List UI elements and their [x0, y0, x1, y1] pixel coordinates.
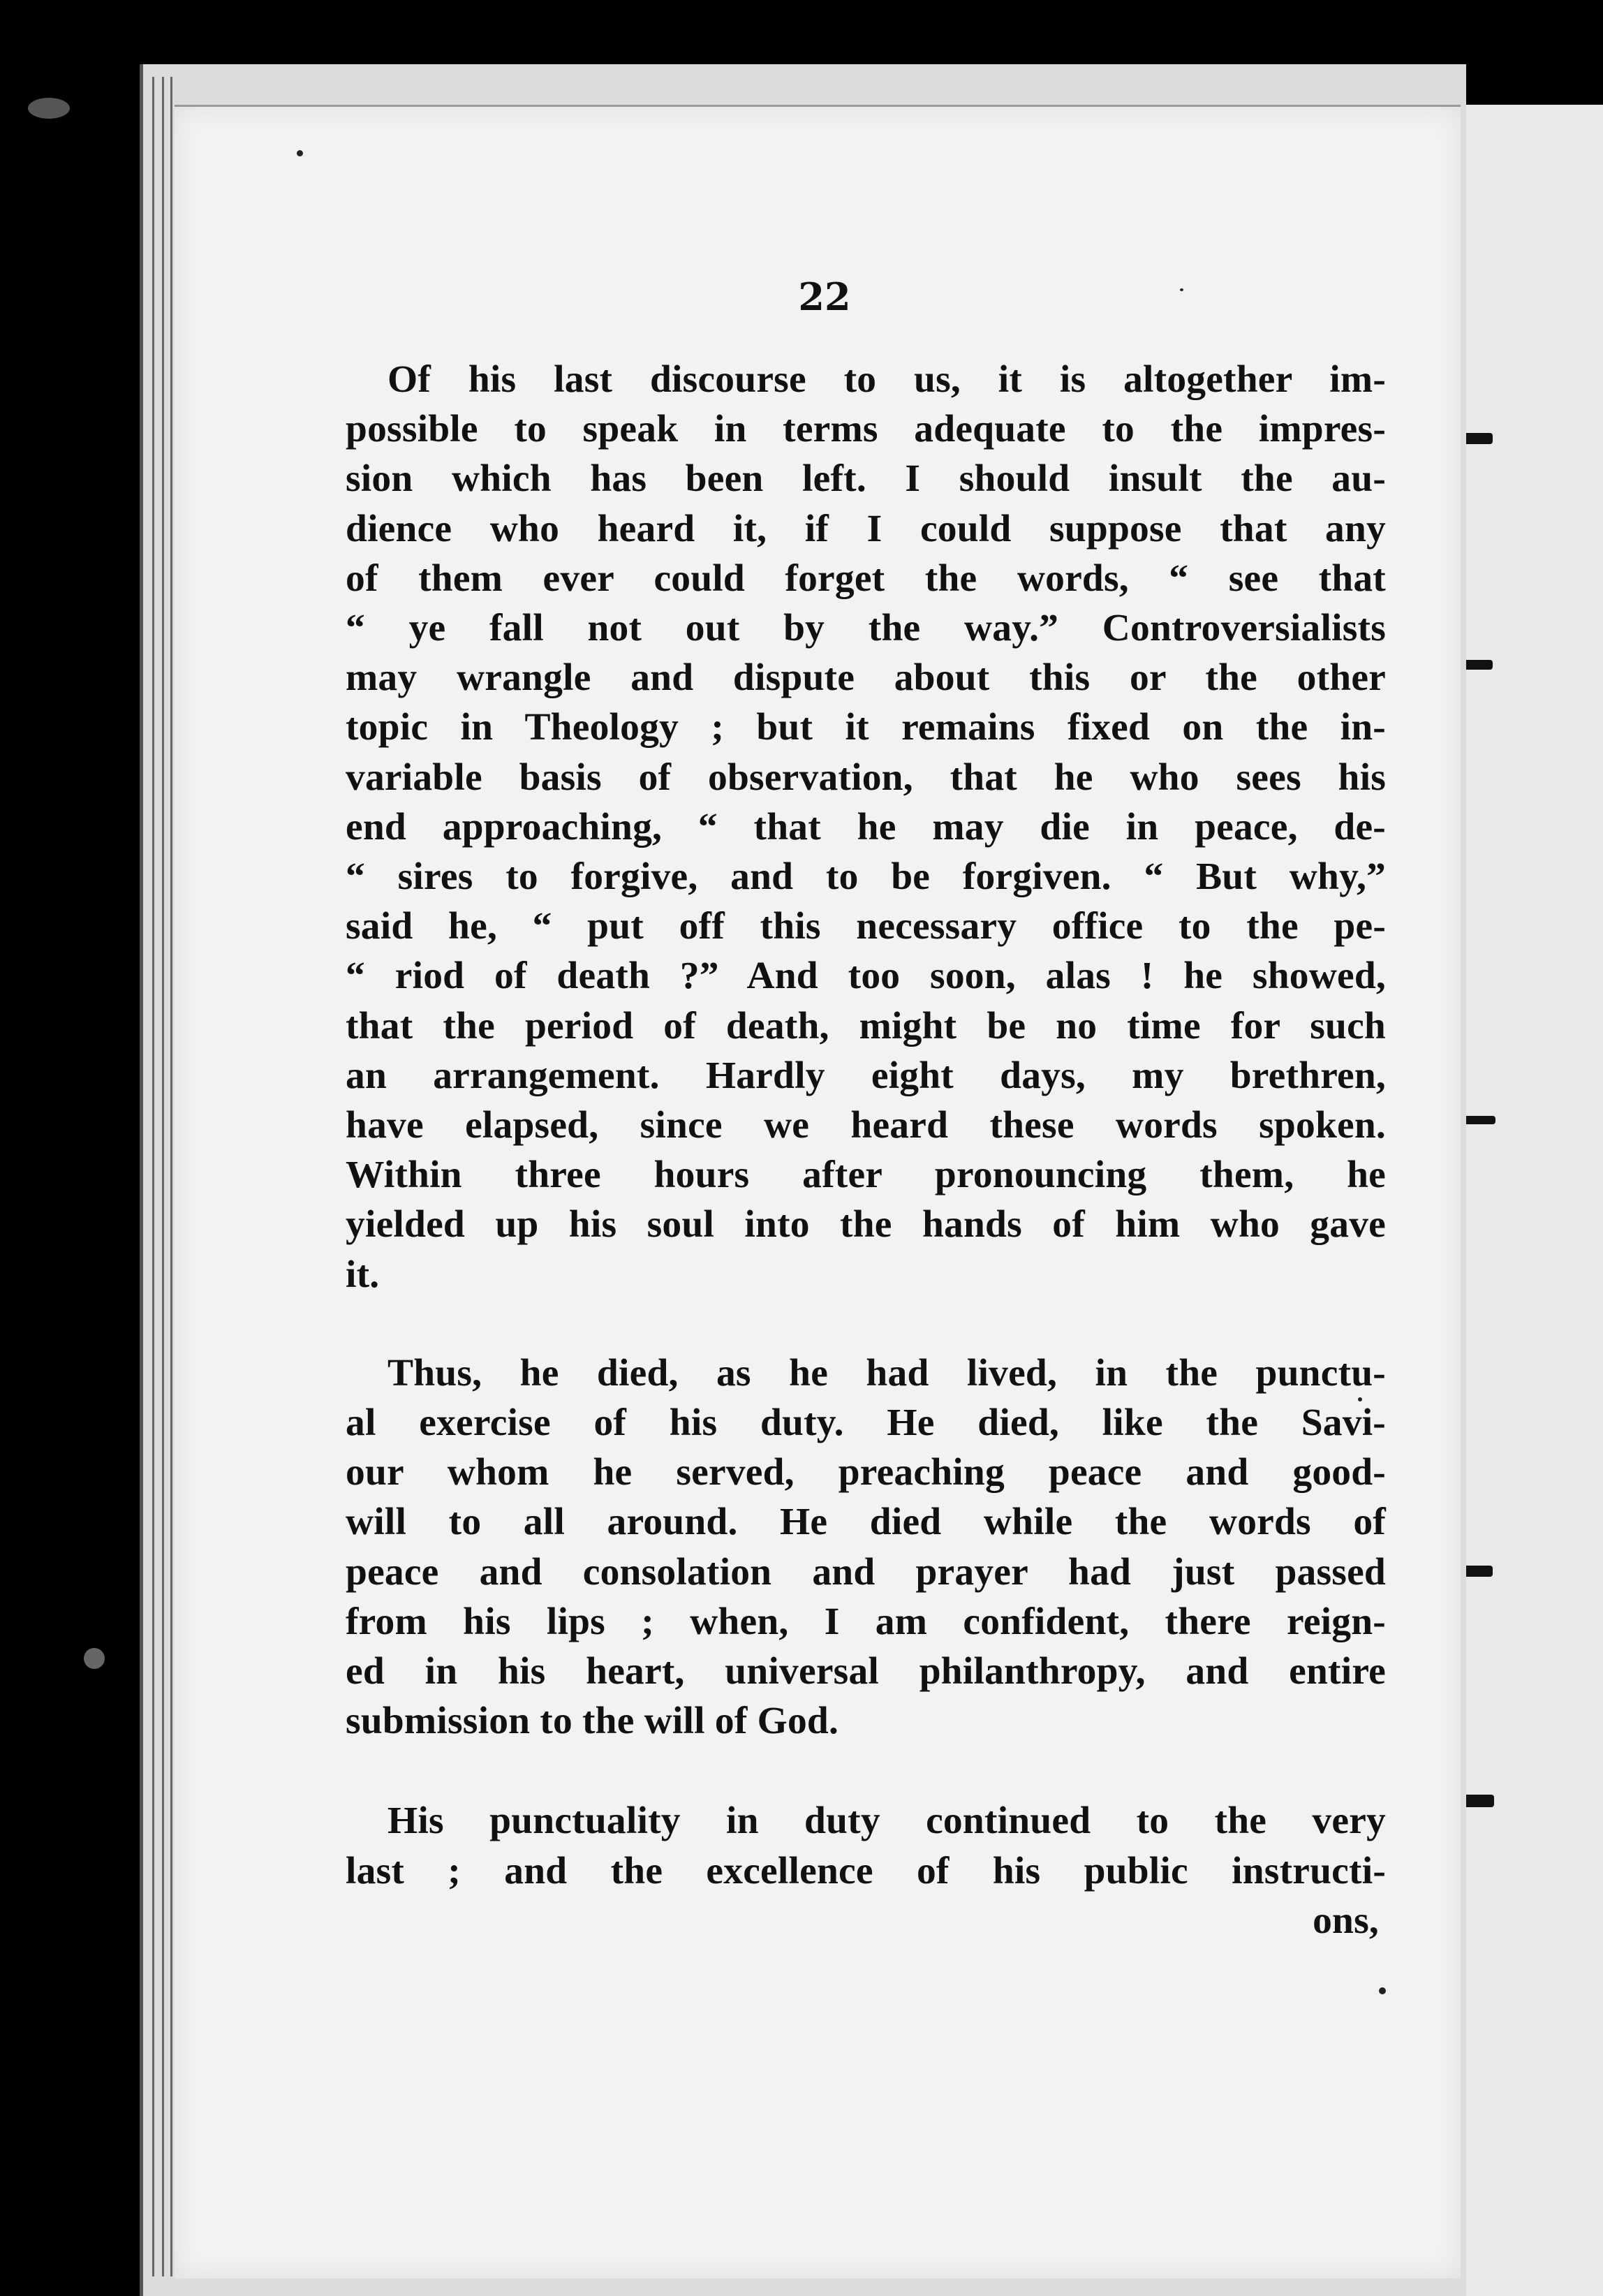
- text-line: submission to the will of God.: [346, 1700, 839, 1743]
- text-line: our whom he served, preaching peace and good-: [346, 1451, 1386, 1494]
- page-edge-line: [170, 77, 172, 2276]
- text-line: Thus, he died, as he had lived, in the punctu-: [387, 1351, 1386, 1394]
- ink-speck: [297, 150, 303, 156]
- text-line: yielded up his soul into the hands of him who gave: [346, 1203, 1386, 1246]
- text-line: “ riod of death ?” And too soon, alas ! he showed,: [346, 955, 1386, 998]
- book-page: [175, 105, 1461, 2279]
- text-line: possible to speak in terms adequate to the impres-: [346, 408, 1386, 451]
- ink-speck: [1180, 288, 1183, 291]
- page-edge-line: [162, 77, 164, 2276]
- text-line: dience who heard it, if I could suppose that any: [346, 507, 1386, 550]
- text-line: it.: [346, 1253, 380, 1296]
- text-line: topic in Theology ; but it remains fixed on the in-: [346, 706, 1386, 749]
- paragraph-gap: [346, 1746, 1386, 1796]
- text-line: last ; and the excellence of his public instructi-: [346, 1849, 1386, 1892]
- page-edge-line: [152, 77, 154, 2276]
- text-line: end approaching, “ that he may die in peace, de-: [346, 805, 1386, 848]
- scan-speck: [84, 1648, 105, 1669]
- paragraph-2: [346, 1348, 1386, 1746]
- text-line: of them ever could forget the words, “ see that: [346, 557, 1386, 600]
- text-line: His punctuality in duty continued to the very: [387, 1800, 1386, 1843]
- text-line: said he, “ put off this necessary office to the pe-: [346, 905, 1386, 948]
- page-number: 22: [798, 274, 851, 319]
- scan-speck: [28, 98, 70, 119]
- paragraph-gap: [346, 1300, 1386, 1348]
- text-line: sion which has been left. I should insult the au-: [346, 457, 1386, 501]
- catchword: ons,: [1313, 1899, 1379, 1942]
- text-line: al exercise of his duty. He died, like the Savi-: [346, 1401, 1386, 1445]
- text-line: may wrangle and dispute about this or the other: [346, 656, 1386, 700]
- text-line: “ sires to forgive, and to be forgiven. “ But why,”: [346, 855, 1386, 899]
- paragraph-3: [346, 1796, 1386, 1945]
- text-line: an arrangement. Hardly eight days, my brethren,: [346, 1054, 1386, 1097]
- text-line: from his lips ; when, I am confident, there reign-: [346, 1600, 1386, 1643]
- text-line: that the period of death, might be no time for such: [346, 1004, 1386, 1047]
- body-text: [346, 355, 1386, 1945]
- text-line: peace and consolation and prayer had just passed: [346, 1550, 1386, 1594]
- paragraph-1: [346, 355, 1386, 1300]
- text-line: have elapsed, since we heard these words spoken.: [346, 1104, 1386, 1147]
- text-line: variable basis of observation, that he who sees his: [346, 756, 1386, 799]
- ink-speck: [1379, 1987, 1386, 1994]
- text-line: Of his last discourse to us, it is altogether im-: [387, 358, 1386, 401]
- text-line: “ ye fall not out by the way.” Controversialists: [346, 607, 1386, 650]
- text-line: will to all around. He died while the words of: [346, 1501, 1386, 1544]
- text-line: Within three hours after pronouncing them, he: [346, 1154, 1386, 1197]
- ink-speck: [1358, 1397, 1362, 1401]
- text-line: ed in his heart, universal philanthropy, and entire: [346, 1650, 1386, 1693]
